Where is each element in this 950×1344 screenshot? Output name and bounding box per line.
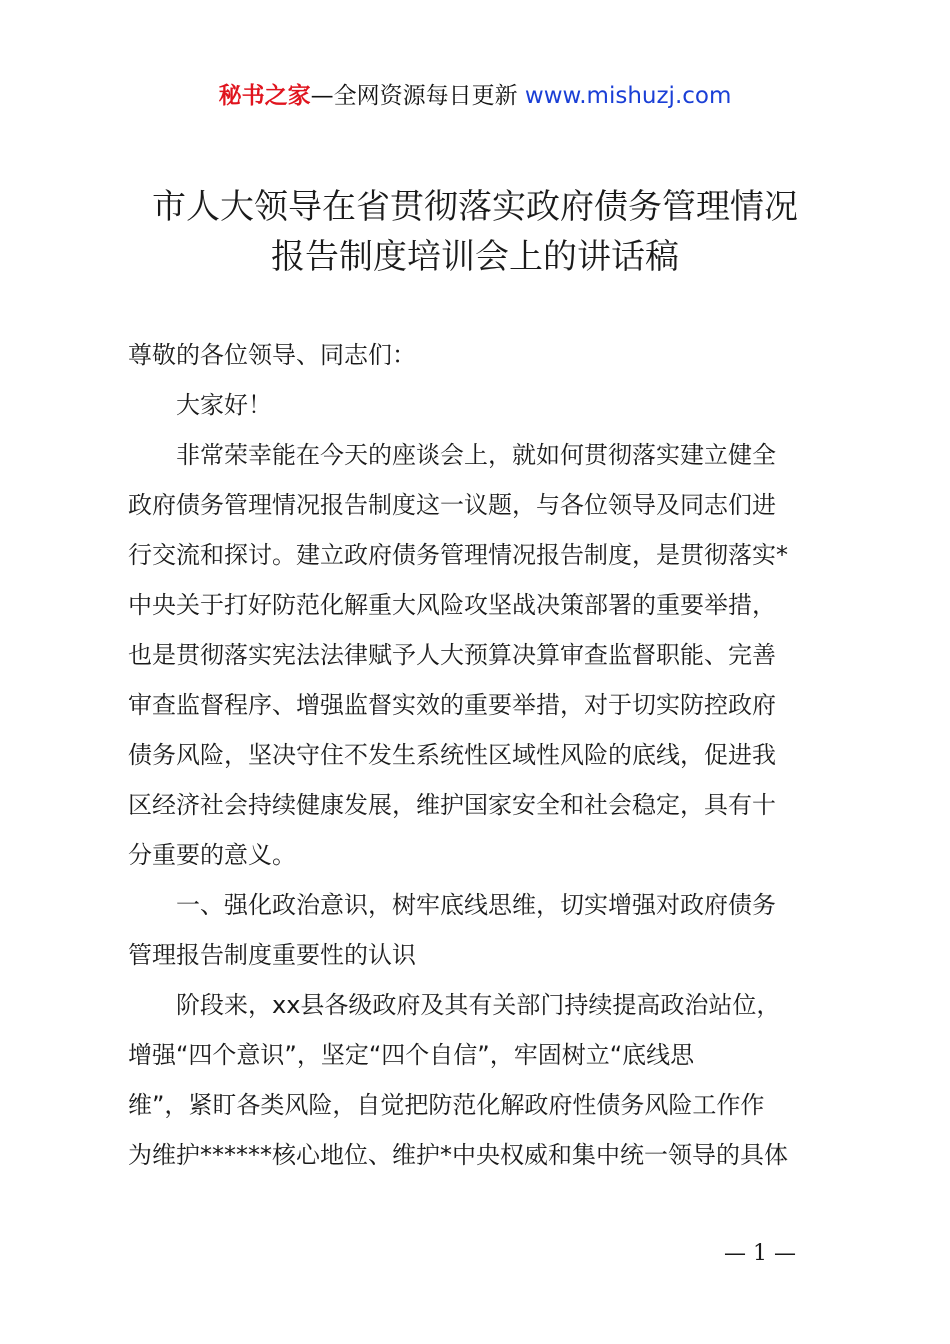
paragraph-line: 为维护******核心地位、维护*中央权威和集中统一领导的具体	[128, 1141, 788, 1169]
paragraph-line: 分重要的意义。	[128, 841, 296, 869]
site-brand: 秘书之家	[218, 83, 311, 109]
paragraph-section-1	[128, 980, 838, 1180]
paragraph-line: 政府债务管理情况报告制度这一议题，与各位领导及同志们进	[128, 491, 776, 519]
paragraph-line: 管理报告制度重要性的认识	[128, 941, 416, 969]
paragraph-line: 一、强化政治意识，树牢底线思维，切实增强对政府债务	[176, 891, 776, 919]
document-title-line-1: 市人大领导在省贯彻落实政府债务管理情况	[152, 187, 798, 227]
salutation: 尊敬的各位领导、同志们：	[128, 341, 416, 369]
paragraph-line: 非常荣幸能在今天的座谈会上，就如何贯彻落实建立健全	[176, 441, 776, 469]
paragraph-line: 中央关于打好防范化解重大风险攻坚战决策部署的重要举措，	[128, 591, 776, 619]
paragraph-line: 大家好！	[176, 391, 272, 419]
paragraph-line: 增强“四个意识”，坚定“四个自信”，牢固树立“底线思	[128, 1041, 695, 1069]
paragraph-line: 行交流和探讨。建立政府债务管理情况报告制度，是贯彻落实*	[128, 541, 788, 569]
site-header	[0, 80, 950, 112]
site-tagline: —全网资源每日更新	[310, 83, 525, 109]
paragraph-line: 区经济社会持续健康发展，维护国家安全和社会稳定，具有十	[128, 791, 776, 819]
document-body	[128, 330, 838, 1180]
site-url-link[interactable]: www.mishuzj.com	[524, 83, 732, 109]
paragraph-line: 维”，紧盯各类风险，自觉把防范化解政府性债务风险工作作	[128, 1091, 765, 1119]
document-title-line-2: 报告制度培训会上的讲话稿	[271, 237, 679, 277]
paragraph-line: 也是贯彻落实宪法法律赋予人大预算决算审查监督职能、完善	[128, 641, 776, 669]
page-number: — 1 —	[724, 1241, 796, 1266]
paragraph-line: 阶段来，xx县各级政府及其有关部门持续提高政治站位，	[176, 991, 781, 1019]
paragraph-line: 债务风险，坚决守住不发生系统性区域性风险的底线，促进我	[128, 741, 776, 769]
paragraph-line: 审查监督程序、增强监督实效的重要举措，对于切实防控政府	[128, 691, 776, 719]
paragraph-greeting	[128, 380, 838, 430]
paragraph-intro	[128, 430, 838, 880]
document-title	[0, 182, 950, 282]
section-heading-1	[128, 880, 838, 980]
